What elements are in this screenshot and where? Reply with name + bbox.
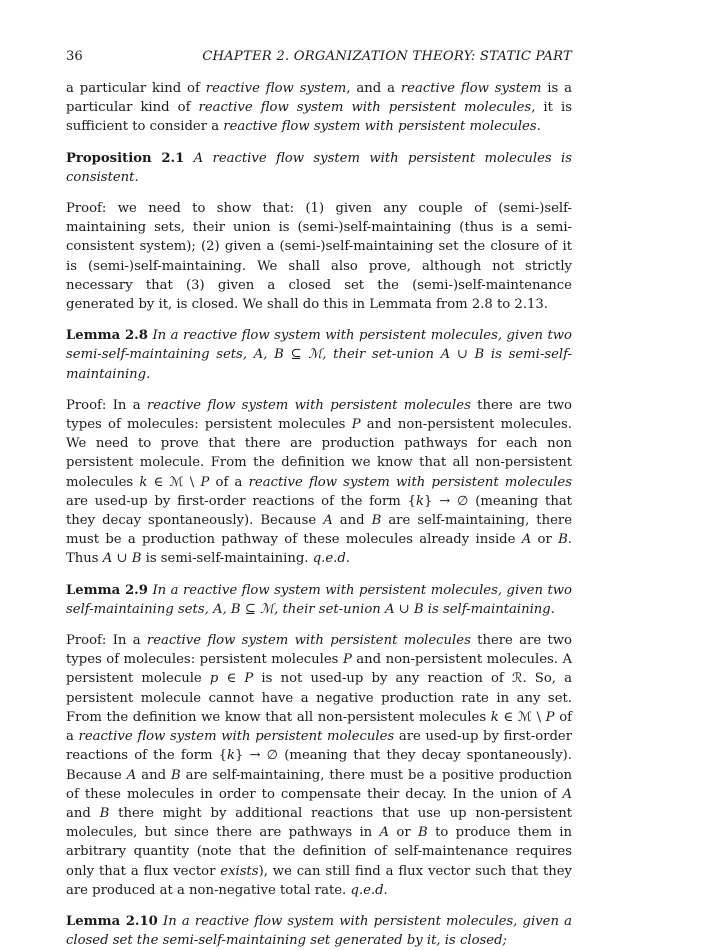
text-run: P (244, 671, 254, 687)
text-run: Proof: we need to show that: (1) given any couple of (semi-)self-maintaining sets, their union is (semi-)self-maintaining (thus is a semi-consistent system); (2) given a (semi-)self-maintaining set the closure of it is (semi-)self-maintaining. We shall also prove, although not strictly necessary that (3) given a closed set the (semi-)self-maintenance generated by it, is closed. We shall do this in Lemmata from 2.8 to 2.13. (66, 201, 572, 313)
text-run: are used-up by first-order reactions of the form { (66, 493, 416, 509)
text-run: is not used-up by any reaction of ℛ. So, a persistent molecule cannot have a negative production rate in any set. From the definition we know that all non-persistent molecules (66, 671, 572, 725)
proof-lemma-2-9 (66, 631, 572, 900)
text-run: k (139, 474, 148, 490)
text-run: B (371, 513, 382, 529)
running-header (66, 49, 572, 69)
text-run: In a reactive flow system with persistent molecules, given two self-maintaining sets, A, B ⊆ ℳ, their set-union A ∪ B is self-maintaining. (66, 582, 572, 617)
text-run: reactive flow system with persistent molecules (146, 397, 471, 413)
text-run: reactive flow system (400, 81, 542, 96)
text-run: q.e.d. (312, 551, 350, 567)
text-run: In a reactive flow system with persistent molecules, given a closed set the semi-self-maintaining set generated by it, is closed; (66, 913, 572, 949)
text-run: Lemma 2.10 (66, 913, 158, 929)
text-run: a particular kind of (66, 81, 206, 96)
proof-lemma-2-8 (66, 396, 572, 569)
text-run: are self-maintaining, there must be a positive production of these molecules in order to compensate their decay. In the union of (66, 767, 572, 802)
text-run: P (351, 417, 361, 433)
text-run: k (227, 748, 235, 764)
text-run: k (490, 709, 499, 725)
text-run: reactive flow system (205, 81, 347, 96)
text-run: } → ∅ (meaning that they decay spontaneously). Because (66, 748, 572, 783)
text-run: or (531, 532, 559, 548)
text-run: is a particular kind of (66, 81, 573, 116)
text-run: to produce them in arbitrary quantity (note that the definition of self-maintenance requires only that a flux vector (66, 825, 572, 879)
text-run: A (379, 825, 390, 841)
text-run: k (415, 493, 424, 509)
text-run: are self-maintaining, there must be a production pathway of these molecules already inside (66, 513, 572, 548)
lemma-2-8 (66, 326, 572, 384)
text-run: exists (220, 863, 259, 879)
text-run: A (102, 551, 113, 567)
text-run: reactive flow system with persistent molecules (223, 119, 537, 135)
proposition-2-1 (66, 149, 572, 187)
text-run: Proof: In a (66, 397, 147, 413)
text-run: A (126, 767, 137, 783)
text-run: ∈ ℳ \ (498, 709, 546, 725)
text-run: of a (66, 709, 573, 745)
text-run: A reactive flow system with persistent molecules is consistent. (66, 150, 572, 185)
text-run: and (66, 805, 100, 821)
text-run: P (342, 652, 352, 668)
text-run: P (200, 474, 210, 490)
text-run: A (521, 532, 532, 548)
text-run: In a reactive flow system with persistent molecules, given two semi-self-maintaining sets, A, B ⊆ ℳ, their set-union A ∪ B is semi-self-maintaining. (66, 328, 572, 382)
text-run: B (99, 805, 110, 821)
text-run: } → ∅ (meaning that they decay spontaneously). Because (66, 493, 572, 529)
text-run: B (131, 551, 142, 567)
text-run: and non-persistent molecules. A persistent molecule (66, 652, 572, 687)
text-run: A (323, 513, 333, 529)
text-run: B (418, 825, 428, 841)
text-run: Proof: In a (66, 633, 147, 649)
running-title: CHAPTER 2. ORGANIZATION THEORY: STATIC PART (202, 49, 572, 64)
text-run: B (558, 532, 568, 548)
text-run: . Thus (66, 532, 572, 567)
text-run: is semi-self-maintaining. (141, 551, 313, 567)
text-run: . (536, 119, 541, 135)
text-run: there might by additional reactions that use up non-persistent molecules, but since there are pathways in (66, 805, 572, 841)
text-run: reactive flow system with persistent molecules (78, 729, 395, 745)
text-run: Lemma 2.9 (66, 582, 148, 598)
text-run: ∪ (112, 551, 132, 567)
text-run: and (332, 513, 372, 529)
text-run: and (136, 767, 171, 783)
text-run: reactive flow system with persistent molecules (198, 100, 532, 116)
text-run: B (170, 767, 181, 783)
text-run: ∈ (218, 671, 245, 687)
text-run: ), we can still find a flux vector such that they are produced at a non-negative total rate. (66, 863, 572, 898)
text-run: and non-persistent molecules. We need to prove that there are production pathways for each non persistent molecule. From the definition we know that all non-persistent molecules (66, 417, 572, 490)
text-run: Proposition 2.1 (66, 150, 185, 166)
text-run: of a (209, 474, 249, 490)
proof-proposition-2-1 (66, 199, 572, 314)
text-run: there are two types of molecules: persistent molecules (66, 633, 572, 668)
text-run: P (545, 709, 555, 725)
text-run: Lemma 2.8 (66, 328, 148, 344)
text-run: p (209, 671, 219, 687)
text-run: there are two types of molecules: persistent molecules (66, 397, 572, 433)
text-run: are used-up by first-order reactions of the form { (66, 729, 573, 764)
text-run: reactive flow system with persistent molecules (248, 474, 573, 490)
text-run: A (562, 786, 572, 802)
text-run: reactive flow system with persistent molecules (146, 633, 471, 649)
lemma-2-9 (66, 581, 572, 619)
document-page (66, 49, 572, 950)
lemma-2-10 (66, 912, 572, 950)
text-run: q.e.d. (350, 882, 388, 898)
text-run: , and a (346, 81, 401, 96)
text-run: , it is sufficient to consider a (66, 100, 572, 135)
page-number: 36 (66, 49, 83, 64)
text-run: or (389, 825, 419, 841)
text-run (184, 151, 193, 166)
text-run: ∈ ℳ \ (147, 474, 201, 490)
intro-paragraph (66, 79, 572, 137)
